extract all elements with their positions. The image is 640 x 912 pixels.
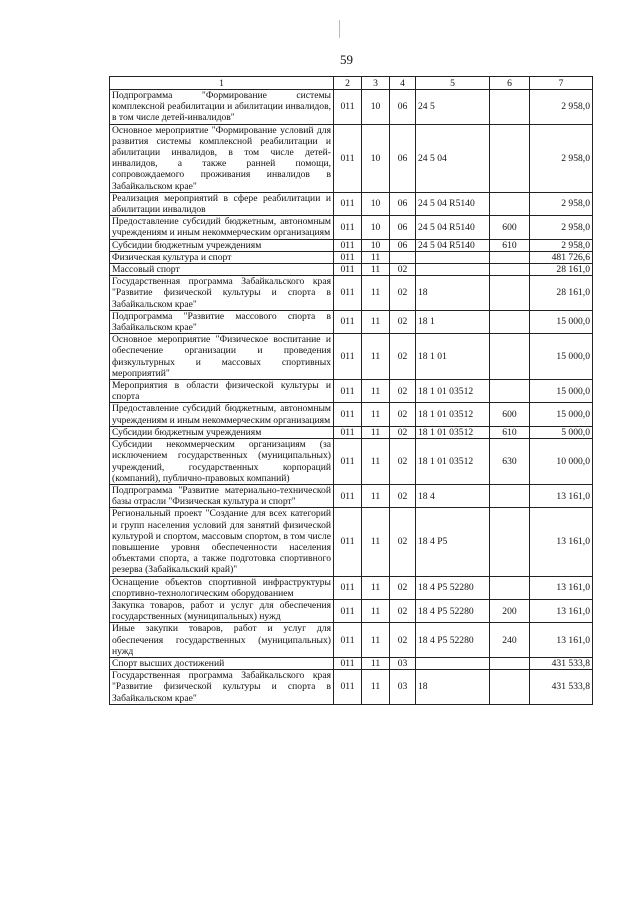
row-subsection-code: 02 [390, 508, 416, 576]
row-ministry-code: 011 [334, 508, 362, 576]
row-section-code: 10 [362, 90, 390, 125]
row-subsection-code: 02 [390, 334, 416, 380]
row-target-article [416, 657, 490, 669]
row-ministry-code: 011 [334, 426, 362, 438]
row-ministry-code: 011 [334, 192, 362, 215]
row-amount: 28 161,0 [530, 264, 593, 276]
row-name: Государственная программа Забайкальского края "Развитие физической культуры и спорта в Забайкальском крае" [110, 276, 334, 311]
row-name: Массовый спорт [110, 264, 334, 276]
row-expense-type [490, 484, 530, 507]
row-section-code: 11 [362, 439, 390, 485]
row-target-article: 18 4 P5 52280 [416, 623, 490, 658]
row-target-article: 24 5 04 R5140 [416, 192, 490, 215]
row-subsection-code: 02 [390, 276, 416, 311]
table-row [110, 508, 593, 576]
row-name: Реализация мероприятий в сфере реабилитации и абилитации инвалидов [110, 192, 334, 215]
row-ministry-code: 011 [334, 380, 362, 403]
row-name: Предоставление субсидий бюджетным, автономным учреждениям и иным некоммерческим организациям [110, 403, 334, 426]
row-amount: 13 161,0 [530, 576, 593, 599]
page-edge-mark [339, 20, 340, 38]
header-col-2: 2 [334, 77, 362, 90]
row-section-code: 11 [362, 599, 390, 622]
row-target-article: 24 5 04 R5140 [416, 239, 490, 251]
row-target-article: 18 4 P5 52280 [416, 599, 490, 622]
row-subsection-code: 03 [390, 657, 416, 669]
row-expense-type [490, 657, 530, 669]
table-row [110, 251, 593, 263]
row-ministry-code: 011 [334, 403, 362, 426]
row-subsection-code: 02 [390, 439, 416, 485]
row-target-article [416, 251, 490, 263]
table-row [110, 657, 593, 669]
header-col-7: 7 [530, 77, 593, 90]
row-expense-type [490, 508, 530, 576]
row-ministry-code: 011 [334, 439, 362, 485]
table-header [110, 77, 593, 90]
row-section-code: 11 [362, 623, 390, 658]
row-section-code: 10 [362, 124, 390, 192]
row-subsection-code: 02 [390, 623, 416, 658]
row-section-code: 11 [362, 484, 390, 507]
row-subsection-code: 06 [390, 192, 416, 215]
row-expense-type [490, 276, 530, 311]
row-ministry-code: 011 [334, 239, 362, 251]
row-amount: 13 161,0 [530, 484, 593, 507]
row-section-code: 10 [362, 239, 390, 251]
row-subsection-code: 06 [390, 124, 416, 192]
row-name: Иные закупки товаров, работ и услуг для обеспечения государственных (муниципальных) нужд [110, 623, 334, 658]
row-name: Физическая культура и спорт [110, 251, 334, 263]
row-target-article: 18 4 [416, 484, 490, 507]
row-expense-type [490, 124, 530, 192]
row-name: Оснащение объектов спортивной инфраструктуры спортивно-технологическим оборудованием [110, 576, 334, 599]
row-ministry-code: 011 [334, 657, 362, 669]
row-target-article: 18 1 01 03512 [416, 426, 490, 438]
row-name: Мероприятия в области физической культуры и спорта [110, 380, 334, 403]
row-target-article: 18 1 01 03512 [416, 403, 490, 426]
row-amount: 2 958,0 [530, 90, 593, 125]
row-expense-type [490, 251, 530, 263]
row-section-code: 11 [362, 251, 390, 263]
row-expense-type [490, 310, 530, 333]
row-target-article: 18 1 [416, 310, 490, 333]
table-row [110, 239, 593, 251]
row-expense-type: 610 [490, 239, 530, 251]
row-expense-type: 610 [490, 426, 530, 438]
row-expense-type: 240 [490, 623, 530, 658]
row-name: Региональный проект "Создание для всех категорий и групп населения условий для занятий физической культурой и спортом, массовым спортом, в том числе повышение уровня обеспеченности населения объектами спорта, а также подготовка спортивного резерва (Забайкальский край)" [110, 508, 334, 576]
row-subsection-code: 02 [390, 599, 416, 622]
row-ministry-code: 011 [334, 334, 362, 380]
row-target-article: 24 5 [416, 90, 490, 125]
row-section-code: 11 [362, 334, 390, 380]
row-expense-type [490, 576, 530, 599]
row-name: Основное мероприятие "Физическое воспитание и обеспечение организации и проведения физкультурных и массовых спортивных мероприятий" [110, 334, 334, 380]
row-name: Предоставление субсидий бюджетным, автономным учреждениям и иным некоммерческим организациям [110, 216, 334, 239]
row-ministry-code: 011 [334, 251, 362, 263]
table-row [110, 484, 593, 507]
row-amount: 431 533,8 [530, 670, 593, 705]
row-subsection-code: 02 [390, 380, 416, 403]
row-name: Государственная программа Забайкальского края "Развитие физической культуры и спорта в Забайкальском крае" [110, 670, 334, 705]
table-row [110, 276, 593, 311]
row-section-code: 11 [362, 670, 390, 705]
row-subsection-code: 02 [390, 426, 416, 438]
row-amount: 15 000,0 [530, 403, 593, 426]
row-name: Закупка товаров, работ и услуг для обеспечения государственных (муниципальных) нужд [110, 599, 334, 622]
table-row [110, 380, 593, 403]
row-target-article: 18 1 01 03512 [416, 439, 490, 485]
row-target-article: 18 4 P5 52280 [416, 576, 490, 599]
row-subsection-code: 06 [390, 239, 416, 251]
row-expense-type: 600 [490, 216, 530, 239]
row-expense-type [490, 90, 530, 125]
row-subsection-code: 02 [390, 403, 416, 426]
row-target-article [416, 264, 490, 276]
row-ministry-code: 011 [334, 276, 362, 311]
row-target-article: 18 [416, 276, 490, 311]
row-name: Субсидии некоммерческим организациям (за исключением государственных (муниципальных) учреждений, государственных корпораций (компаний), публично-правовых компаний) [110, 439, 334, 485]
table-row [110, 439, 593, 485]
row-amount: 2 958,0 [530, 216, 593, 239]
row-amount: 2 958,0 [530, 192, 593, 215]
table-row [110, 216, 593, 239]
header-col-6: 6 [490, 77, 530, 90]
row-ministry-code: 011 [334, 124, 362, 192]
row-subsection-code [390, 251, 416, 263]
row-subsection-code: 03 [390, 670, 416, 705]
row-amount: 2 958,0 [530, 239, 593, 251]
row-name: Спорт высших достижений [110, 657, 334, 669]
row-ministry-code: 011 [334, 599, 362, 622]
row-expense-type [490, 334, 530, 380]
table-row [110, 334, 593, 380]
row-amount: 28 161,0 [530, 276, 593, 311]
table-row [110, 310, 593, 333]
row-amount: 15 000,0 [530, 310, 593, 333]
table-row [110, 192, 593, 215]
row-expense-type [490, 670, 530, 705]
row-amount: 13 161,0 [530, 623, 593, 658]
row-name: Субсидии бюджетным учреждениям [110, 239, 334, 251]
row-subsection-code: 06 [390, 216, 416, 239]
row-ministry-code: 011 [334, 310, 362, 333]
table-row [110, 576, 593, 599]
row-section-code: 11 [362, 380, 390, 403]
row-section-code: 11 [362, 310, 390, 333]
row-section-code: 10 [362, 216, 390, 239]
row-ministry-code: 011 [334, 264, 362, 276]
row-amount: 15 000,0 [530, 334, 593, 380]
row-ministry-code: 011 [334, 216, 362, 239]
row-target-article: 18 1 01 03512 [416, 380, 490, 403]
row-ministry-code: 011 [334, 623, 362, 658]
row-expense-type [490, 380, 530, 403]
table-row [110, 670, 593, 705]
row-section-code: 11 [362, 403, 390, 426]
row-expense-type [490, 264, 530, 276]
row-target-article: 18 [416, 670, 490, 705]
table-row [110, 264, 593, 276]
row-expense-type: 630 [490, 439, 530, 485]
table-row [110, 426, 593, 438]
table-body [110, 90, 593, 705]
row-name: Подпрограмма "Развитие материально-технической базы отрасли "Физическая культура и спорт" [110, 484, 334, 507]
row-ministry-code: 011 [334, 576, 362, 599]
row-section-code: 11 [362, 426, 390, 438]
row-amount: 13 161,0 [530, 599, 593, 622]
row-amount: 431 533,8 [530, 657, 593, 669]
row-section-code: 11 [362, 576, 390, 599]
row-target-article: 24 5 04 [416, 124, 490, 192]
row-subsection-code: 06 [390, 90, 416, 125]
row-name: Подпрограмма "Формирование системы комплексной реабилитации и абилитации инвалидов, в том числе детей-инвалидов" [110, 90, 334, 125]
row-section-code: 11 [362, 276, 390, 311]
row-name: Подпрограмма "Развитие массового спорта в Забайкальском крае" [110, 310, 334, 333]
row-section-code: 11 [362, 264, 390, 276]
row-target-article: 24 5 04 R5140 [416, 216, 490, 239]
row-subsection-code: 02 [390, 484, 416, 507]
row-amount: 13 161,0 [530, 508, 593, 576]
table-row [110, 623, 593, 658]
table-row [110, 124, 593, 192]
header-col-5: 5 [416, 77, 490, 90]
table-row [110, 90, 593, 125]
row-expense-type [490, 192, 530, 215]
row-amount: 5 000,0 [530, 426, 593, 438]
header-col-3: 3 [362, 77, 390, 90]
row-target-article: 18 4 P5 [416, 508, 490, 576]
table-row [110, 599, 593, 622]
table-row [110, 403, 593, 426]
header-col-1: 1 [110, 77, 334, 90]
row-amount: 15 000,0 [530, 380, 593, 403]
row-ministry-code: 011 [334, 484, 362, 507]
row-expense-type: 600 [490, 403, 530, 426]
row-section-code: 11 [362, 657, 390, 669]
row-amount: 481 726,6 [530, 251, 593, 263]
row-subsection-code: 02 [390, 310, 416, 333]
row-section-code: 11 [362, 508, 390, 576]
row-subsection-code: 02 [390, 576, 416, 599]
row-section-code: 10 [362, 192, 390, 215]
row-name: Основное мероприятие "Формирование условий для развития системы комплексной реабилитации и абилитации инвалидов, в том числе детей-инвалидов, а также ранней помощи, сопровождаемого проживания инвалидов в Забайкальском крае" [110, 124, 334, 192]
header-col-4: 4 [390, 77, 416, 90]
row-target-article: 18 1 01 [416, 334, 490, 380]
row-amount: 2 958,0 [530, 124, 593, 192]
row-ministry-code: 011 [334, 670, 362, 705]
budget-table [109, 76, 593, 705]
row-expense-type: 200 [490, 599, 530, 622]
row-amount: 10 000,0 [530, 439, 593, 485]
row-subsection-code: 02 [390, 264, 416, 276]
row-name: Субсидии бюджетным учреждениям [110, 426, 334, 438]
row-ministry-code: 011 [334, 90, 362, 125]
header-row [110, 77, 593, 90]
page-number: 59 [340, 52, 353, 67]
